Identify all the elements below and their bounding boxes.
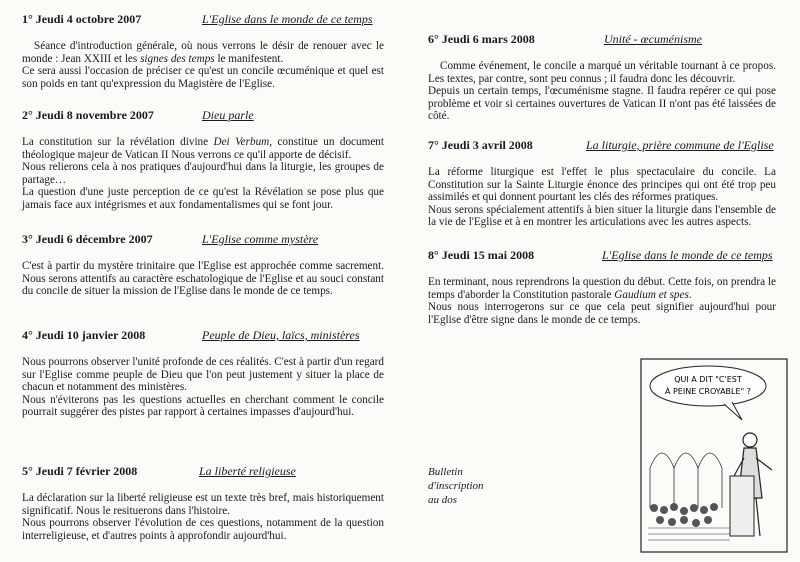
lectern — [730, 476, 754, 536]
bulletin-note — [428, 465, 484, 507]
session-date: 8° Jeudi 15 mai 2008 — [428, 248, 535, 262]
session-date: 1° Jeudi 4 octobre 2007 — [22, 12, 142, 26]
session-theme: L'Eglise dans le monde de ce temps — [202, 12, 373, 26]
session-date: 2° Jeudi 8 novembre 2007 — [22, 108, 154, 122]
paragraph: Séance d'introduction générale, où nous verrons le désir de renouer avec le monde : Jean XXIII et les signes des temps le manifestent. — [22, 40, 384, 65]
paragraph: Nous relierons cela à nos pratiques d'aujourd'hui dans la liturgie, les groupes de partage… — [22, 161, 384, 186]
session-theme: Unité - œcuménisme — [604, 32, 702, 46]
cartoon-illustration — [640, 358, 788, 553]
session-theme: L'Eglise comme mystère — [202, 232, 319, 246]
session-date: 6° Jeudi 6 mars 2008 — [428, 32, 535, 46]
bulletin-line: d'inscription — [428, 480, 484, 492]
paragraph: Nous pourrons observer l'évolution de ces questions, notamment de la question interreligieuse, et d'autres points à approfondir aujourd'hui. — [22, 517, 384, 542]
paragraph: Comme événement, le concile a marqué un véritable tournant à ce propos. Les textes, par contre, sont peu connus ; il faudra donc les découvrir. — [428, 60, 776, 85]
paragraph: La réforme liturgique est l'effet le plus spectaculaire du concile. La Constitution sur la Sainte Liturgie énonce des principes qui ont été trop peu assimilés et qui donnent pourtant les clés des réformes pratiques. — [428, 166, 776, 204]
session-theme: L'Eglise dans le monde de ce temps — [602, 248, 773, 262]
paragraph: La déclaration sur la liberté religieuse est un texte très bref, mais historiquement significatif. Nous le resituerons dans l'histoire. — [22, 492, 384, 517]
paragraph: Nous pourrons observer l'unité profonde de ces réalités. C'est à partir d'un regard sur l'Eglise comme peuple de Dieu que l'on peut justement y situer la place de chacun et notamment des ministères. — [22, 356, 384, 394]
paragraph: Ce sera aussi l'occasion de préciser ce qu'est un concile œcuménique et quel est son poids en tant qu'expression du Magistère de l'Eglise. — [22, 65, 384, 90]
hatching — [648, 528, 730, 540]
paragraph: Nous nous interrogerons sur ce que cela peut signifier aujourd'hui pour l'Eglise d'être signe dans le monde de ce temps. — [428, 301, 776, 326]
paragraph: Nous n'éviterons pas les questions actuelles en cherchant comment le concile pourrait suggérer des pistes par rapport à certaines impasses d'aujourd'hui. — [22, 393, 384, 419]
bulletin-line: Bulletin — [428, 466, 463, 478]
session-7 — [428, 138, 776, 229]
paragraph: En terminant, nous reprendrons la question du début. Cette fois, on prendra le temps d'aborder la Constitution pastorale Gaudium et spes. — [428, 276, 776, 301]
crowd — [650, 503, 718, 527]
session-1 — [22, 12, 384, 90]
speech-line: QUI A DIT "C'EST — [674, 375, 742, 384]
session-6 — [428, 32, 776, 123]
session-date: 3° Jeudi 6 décembre 2007 — [22, 232, 153, 246]
session-8 — [428, 248, 776, 326]
paragraph: La constitution sur la révélation divine Dei Verbum, constitue un document théologique majeur de Vatican II Nous verrons ce qu'il apporte de décisif. — [22, 136, 384, 161]
session-3 — [22, 232, 384, 298]
arches — [650, 453, 722, 508]
paragraph: Nous serons spécialement attentifs à bien situer la liturgie dans l'ensemble de la vie de l'Eglise et à en montrer les articulations avec les autres aspects. — [428, 203, 776, 229]
paragraph: Depuis un certain temps, l'œcuménisme stagne. Il faudra repérer ce qui pose problème et voir si certaines ouvertures de Vatican II n'ont pas été laissées de côté. — [428, 85, 776, 123]
speech-bubble — [650, 366, 766, 406]
session-2 — [22, 108, 384, 212]
session-date: 5° Jeudi 7 février 2008 — [22, 464, 138, 478]
session-5 — [22, 464, 384, 542]
session-theme: Peuple de Dieu, laïcs, ministères — [202, 328, 360, 342]
session-theme: Dieu parle — [202, 108, 254, 122]
bulletin-line: au dos — [428, 494, 458, 506]
paragraph: C'est à partir du mystère trinitaire que l'Eglise est approchée comme sacrement. Nous serons attentifs au caractère eschatologique de l'Eglise et au souci constant du concile de situer la mission de l'Eglise dans le monde de ce temps. — [22, 260, 384, 298]
speech-line: À PEINE CROYABLE" ? — [664, 387, 752, 396]
paragraph: La question d'une juste perception de ce qu'est la Révélation se pose plus que jamais face aux intégrismes et aux fondamentalismes qui se font jour. — [22, 186, 384, 211]
session-date: 7° Jeudi 3 avril 2008 — [428, 138, 533, 152]
session-4 — [22, 328, 384, 419]
session-theme: La liberté religieuse — [199, 464, 296, 478]
session-date: 4° Jeudi 10 janvier 2008 — [22, 328, 146, 342]
session-theme: La liturgie, prière commune de l'Eglise — [586, 138, 774, 152]
